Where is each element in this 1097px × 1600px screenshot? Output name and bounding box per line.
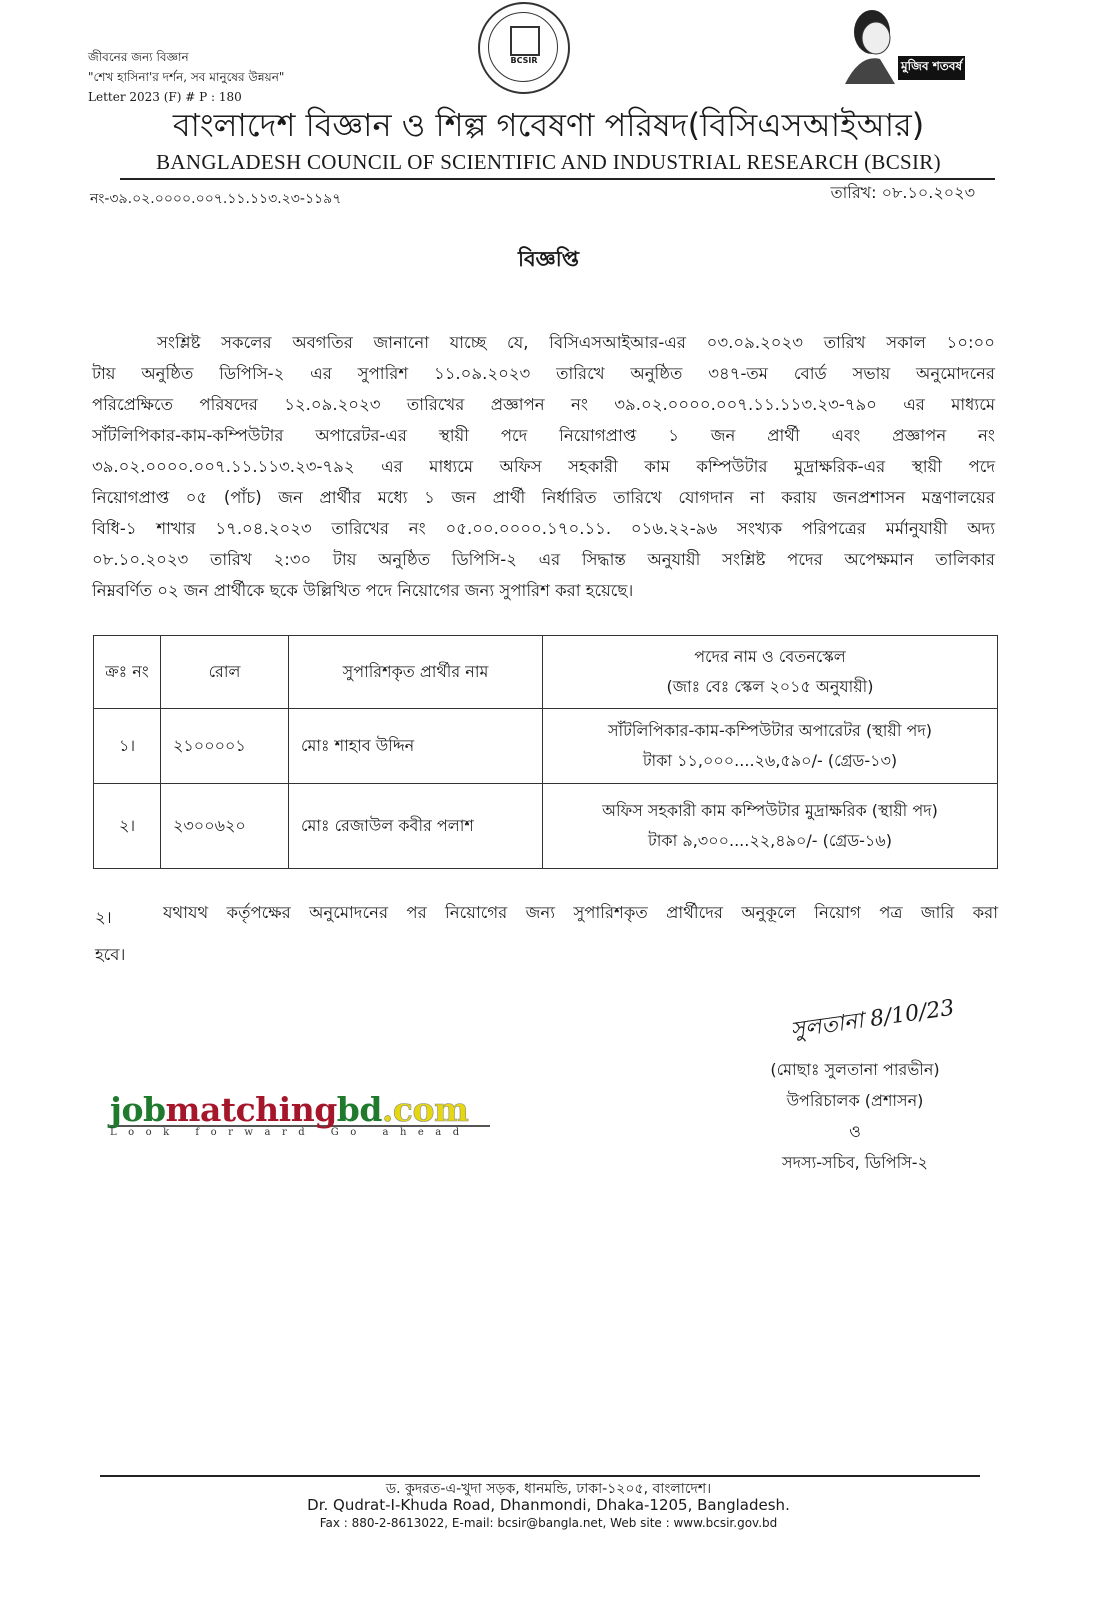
footer-contact: Fax : 880-2-8613022, E-mail: bcsir@bangla.net, Web site : www.bcsir.gov.bd <box>319 1516 778 1530</box>
cell-name: মোঃ রেজাউল কবীর পলাশ <box>289 784 543 869</box>
cell-serial: ২। <box>94 784 161 869</box>
logo-part-com: .com <box>381 1090 469 1129</box>
body-line: নিয়োগপ্রাপ্ত ০৫ (পাঁচ) জন প্রার্থীর মধ্যে ১ জন প্রার্থী নির্ধারিত তারিখে যোগদান না করায় জনপ্রশাসন মন্ত্রণালয়ের <box>92 488 995 507</box>
jobmatchingbd-watermark <box>110 1090 490 1138</box>
logo-part-bd: bd <box>336 1090 382 1129</box>
body-line: টায় অনুষ্ঠিত ডিপিসি-২ এর সুপারিশ ১১.০৯.২০২৩ তারিখে অনুষ্ঠিত ৩৪৭-তম বোর্ড সভায় অনুমোদনের <box>92 364 995 383</box>
header-post-scale: (জাঃ বেঃ স্কেল ২০১৫ অনুযায়ী) <box>666 677 874 696</box>
body-line: সাঁটলিপিকার-কাম-কম্পিউটার অপারেটর-এর স্থায়ী পদে নিয়োগপ্রাপ্ত ১ জন প্রার্থী এবং প্রজ্ঞাপন নং <box>92 426 995 445</box>
footer-address-en: Dr. Qudrat-I-Khuda Road, Dhanmondi, Dhaka-1205, Bangladesh. <box>307 1496 790 1514</box>
logo-part-matching: matching <box>165 1090 337 1129</box>
point2-line1: যথাযথ কর্তৃপক্ষের অনুমোদনের পর নিয়োগের জন্য সুপারিশকৃত প্রার্থীদের অনুকূলে নিয়োগ পত্র জারি করা <box>163 903 998 922</box>
org-name-en: BANGLADESH COUNCIL OF SCIENTIFIC AND INDUSTRIAL RESEARCH (BCSIR) <box>156 150 941 174</box>
signatory-designation: উপরিচালক (প্রশাসন) <box>786 1091 924 1110</box>
cell-post <box>543 784 998 869</box>
handwritten-signature: সুলতানা 8/10/23 <box>788 995 956 1044</box>
memo-date: তারিখ: ০৮.১০.২০২৩ <box>830 183 975 202</box>
post-title: অফিস সহকারী কাম কম্পিউটার মুদ্রাক্ষরিক (স্থায়ী পদ) <box>602 801 938 820</box>
cell-post <box>543 709 998 784</box>
table-row <box>94 709 998 784</box>
recommendation-table <box>93 635 998 869</box>
body-line: নিম্নবর্ণিত ০২ জন প্রার্থীকে ছকে উল্লিখিত পদে নিয়োগের জন্য সুপারিশ করা হয়েছে। <box>92 581 634 600</box>
portrait-caption: মুজিব শতবর্ষ <box>898 56 965 80</box>
footer-address-bn: ড. কুদরত-এ-খুদা সড়ক, ধানমন্ডি, ঢাকা-১২০৫, বাংলাদেশ। <box>385 1481 712 1497</box>
notice-title: বিজ্ঞপ্তি <box>517 247 580 271</box>
point2-number: ২। <box>95 908 112 927</box>
cell-name: মোঃ শাহাব উদ্দিন <box>289 709 543 784</box>
seal-text: BCSIR <box>510 56 538 65</box>
signatory-name: (মোছাঃ সুলতানা পারভীন) <box>770 1060 940 1079</box>
signatory-and: ও <box>849 1122 861 1141</box>
body-line: ০৮.১০.২০২৩ তারিখ ২:৩০ টায় অনুষ্ঠিত ডিপিসি-২ এর সিদ্ধান্ত অনুযায়ী সংশ্লিষ্ট পদের অপেক্ষমান তালিকার <box>92 550 995 569</box>
cell-serial: ১। <box>94 709 161 784</box>
header-post-title: পদের নাম ও বেতনস্কেল <box>694 647 846 666</box>
signatory-role: সদস্য-সচিব, ডিপিসি-২ <box>782 1153 928 1172</box>
cell-roll: ২১০০০০১ <box>161 709 289 784</box>
point2-line2: হবে। <box>95 945 126 964</box>
org-name-bn: বাংলাদেশ বিজ্ঞান ও শিল্প গবেষণা পরিষদ(বিসিএসআইআর) <box>172 106 925 144</box>
signature-block <box>700 1054 1010 1178</box>
bcsir-seal-icon <box>478 2 570 94</box>
memo-number: নং-৩৯.০২.০০০০.০০৭.১১.১১৩.২৩-১১৯৭ <box>90 191 342 207</box>
header-post <box>543 636 998 709</box>
body-line: বিধি-১ শাখার ১৭.০৪.২০২৩ তারিখের নং ০৫.০০.০০০০.১৭০.১১. ০১৬.২২-৯৬ সংখ্যক পরিপত্রের মর্মানুযায়ী অদ্য <box>92 519 995 538</box>
logo-part-job: job <box>110 1090 166 1129</box>
body-line: ৩৯.০২.০০০০.০০৭.১১.১১৩.২৩-৭৯২ এর মাধ্যমে অফিস সহকারী কাম কম্পিউটার মুদ্রাক্ষরিক-এর স্থায়ী পদে <box>92 457 995 476</box>
header-roll: রোল <box>161 636 289 709</box>
slogan-2: "শেখ হাসিনা'র দর্শন, সব মানুষের উন্নয়ন" <box>88 70 285 84</box>
slogan-1: জীবনের জন্য বিজ্ঞান <box>88 50 189 64</box>
post-title: সাঁটলিপিকার-কাম-কম্পিউটার অপারেটর (স্থায়ী পদ) <box>607 721 933 740</box>
header-name: সুপারিশকৃত প্রার্থীর নাম <box>289 636 543 709</box>
post-scale: টাকা ১১,০০০....২৬,৫৯০/- (গ্রেড-১৩) <box>642 751 898 770</box>
body-line: সংশ্লিষ্ট সকলের অবগতির জানানো যাচ্ছে যে, বিসিএসআইআর-এর ০৩.০৯.২০২৩ তারিখ সকাল ১০:০০ <box>157 333 995 352</box>
letter-ref: Letter 2023 (F) # P : 180 <box>88 90 242 104</box>
table-row <box>94 784 998 869</box>
header-serial: ক্রঃ নং <box>94 636 161 709</box>
logo-tagline: Look forward Go ahead <box>110 1125 490 1138</box>
cell-roll: ২৩০০৬২০ <box>161 784 289 869</box>
portrait-logo <box>840 4 970 86</box>
body-line: পরিপ্রেক্ষিতে পরিষদের ১২.০৯.২০২৩ তারিখের প্রজ্ঞাপন নং ৩৯.০২.০০০০.০০৭.১১.১১৩.২৩-৭৯০ এর মাধ্যমে <box>92 395 995 414</box>
post-scale: টাকা ৯,৩০০....২২,৪৯০/- (গ্রেড-১৬) <box>648 831 892 850</box>
table-header-row <box>94 636 998 709</box>
